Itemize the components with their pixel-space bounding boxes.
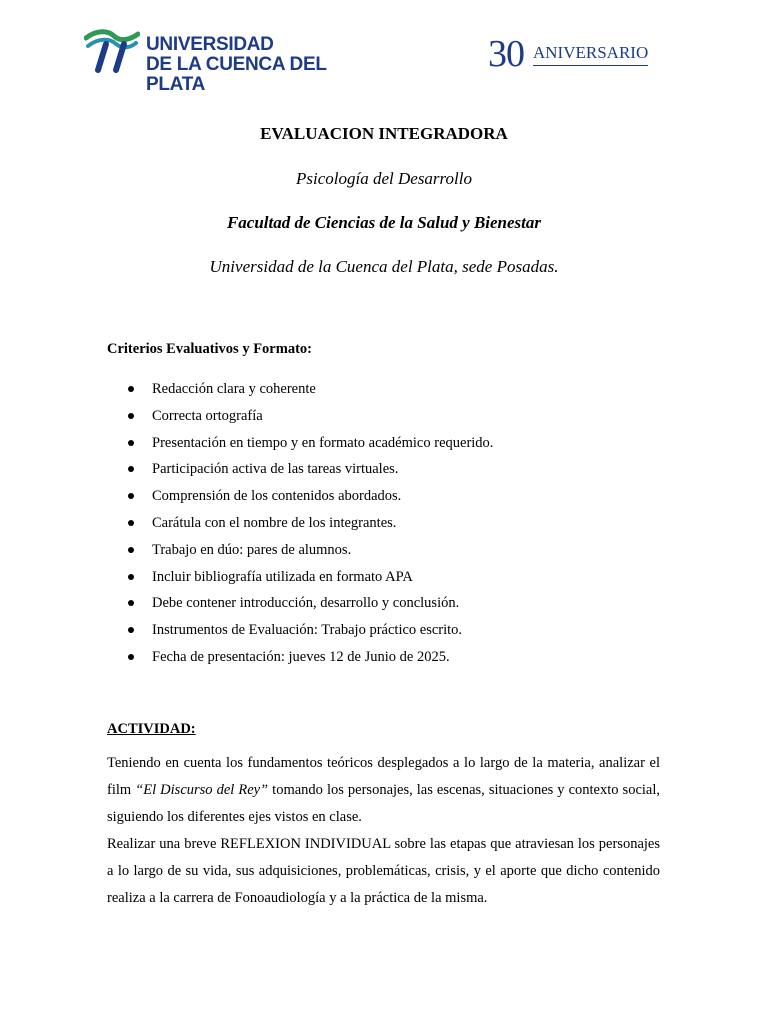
list-item — [107, 592, 667, 619]
activity-paragraph-2: Realizar una breve REFLEXION INDIVIDUAL sobre las etapas que atraviesan los personajes a lo largo de su vida, sus adquisiciones, problemáticas, crisis, y el aporte que dicho contenido realiza a la carrera de Fonoaudiología y a la práctica de la misma. — [107, 836, 660, 906]
university-emblem-icon — [84, 28, 140, 74]
list-item-text: Redacción clara y coherente — [152, 381, 316, 397]
anniversary-word: ANIVERSARIO — [533, 43, 648, 66]
bullet-icon — [128, 413, 134, 419]
university-logo-text — [146, 35, 364, 95]
bullet-icon — [128, 627, 134, 633]
bullet-icon — [128, 466, 134, 472]
list-item — [107, 646, 667, 673]
bullet-icon — [128, 547, 134, 553]
university-logo — [84, 28, 364, 95]
film-title: “El Discurso del Rey” — [135, 781, 269, 798]
list-item-text: Debe contener introducción, desarrollo y conclusión. — [152, 595, 460, 612]
university-campus: Universidad de la Cuenca del Plata, sede Posadas. — [209, 257, 559, 276]
activity-paragraph-1 — [107, 750, 660, 830]
list-item — [107, 405, 667, 432]
list-item — [107, 458, 667, 485]
activity-heading: ACTIVIDAD: — [107, 721, 196, 737]
bullet-icon — [128, 600, 134, 606]
list-item — [107, 539, 667, 566]
bullet-icon — [128, 574, 134, 580]
list-item — [107, 619, 667, 646]
bullet-icon — [128, 493, 134, 499]
document-title: EVALUACION INTEGRADORA — [260, 124, 508, 143]
list-item — [107, 566, 667, 593]
bullet-icon — [128, 654, 134, 660]
anniversary-number: 30 — [488, 33, 524, 75]
list-item-text: Fecha de presentación: jueves 12 de Junio de 2025. — [152, 648, 450, 665]
list-item-text: Correcta ortografía — [152, 407, 263, 424]
activity-paragraph-1-start: Teniendo en cuenta los fundamentos teóricos desplegados a lo largo de la materia, analizar el film — [107, 755, 660, 798]
criteria-list — [107, 378, 667, 673]
university-logo-line2: DE LA CUENCA DEL PLATA — [146, 54, 327, 95]
list-item-text: Comprensión de los contenidos abordados. — [152, 488, 402, 505]
university-logo-line1: UNIVERSIDAD — [146, 34, 274, 55]
list-item — [107, 378, 667, 405]
subject-name: Psicología del Desarrollo — [296, 169, 472, 188]
list-item — [107, 432, 667, 459]
faculty-name: Facultad de Ciencias de la Salud y Bienestar — [226, 213, 542, 232]
list-item-text: Trabajo en dúo: pares de alumnos. — [152, 541, 352, 558]
list-item-text: Incluir bibliografía utilizada en formato APA — [152, 568, 413, 585]
bullet-icon — [128, 386, 134, 392]
bullet-icon — [128, 520, 134, 526]
list-item-text: Presentación en tiempo y en formato académico requerido. — [152, 434, 494, 451]
anniversary-logo — [488, 34, 648, 74]
list-item-text: Carátula con el nombre de los integrantes. — [152, 514, 397, 531]
list-item — [107, 485, 667, 512]
criteria-heading: Criterios Evaluativos y Formato: — [107, 341, 312, 357]
list-item-text: Participación activa de las tareas virtuales. — [152, 461, 399, 478]
activity-paragraph-1-end: tomando los personajes, las escenas, situaciones y contexto social, siguiendo los diferentes ejes vistos en clase. — [107, 781, 660, 825]
list-item — [107, 512, 667, 539]
list-item-text: Instrumentos de Evaluación: Trabajo práctico escrito. — [152, 622, 463, 639]
bullet-icon — [128, 440, 134, 446]
